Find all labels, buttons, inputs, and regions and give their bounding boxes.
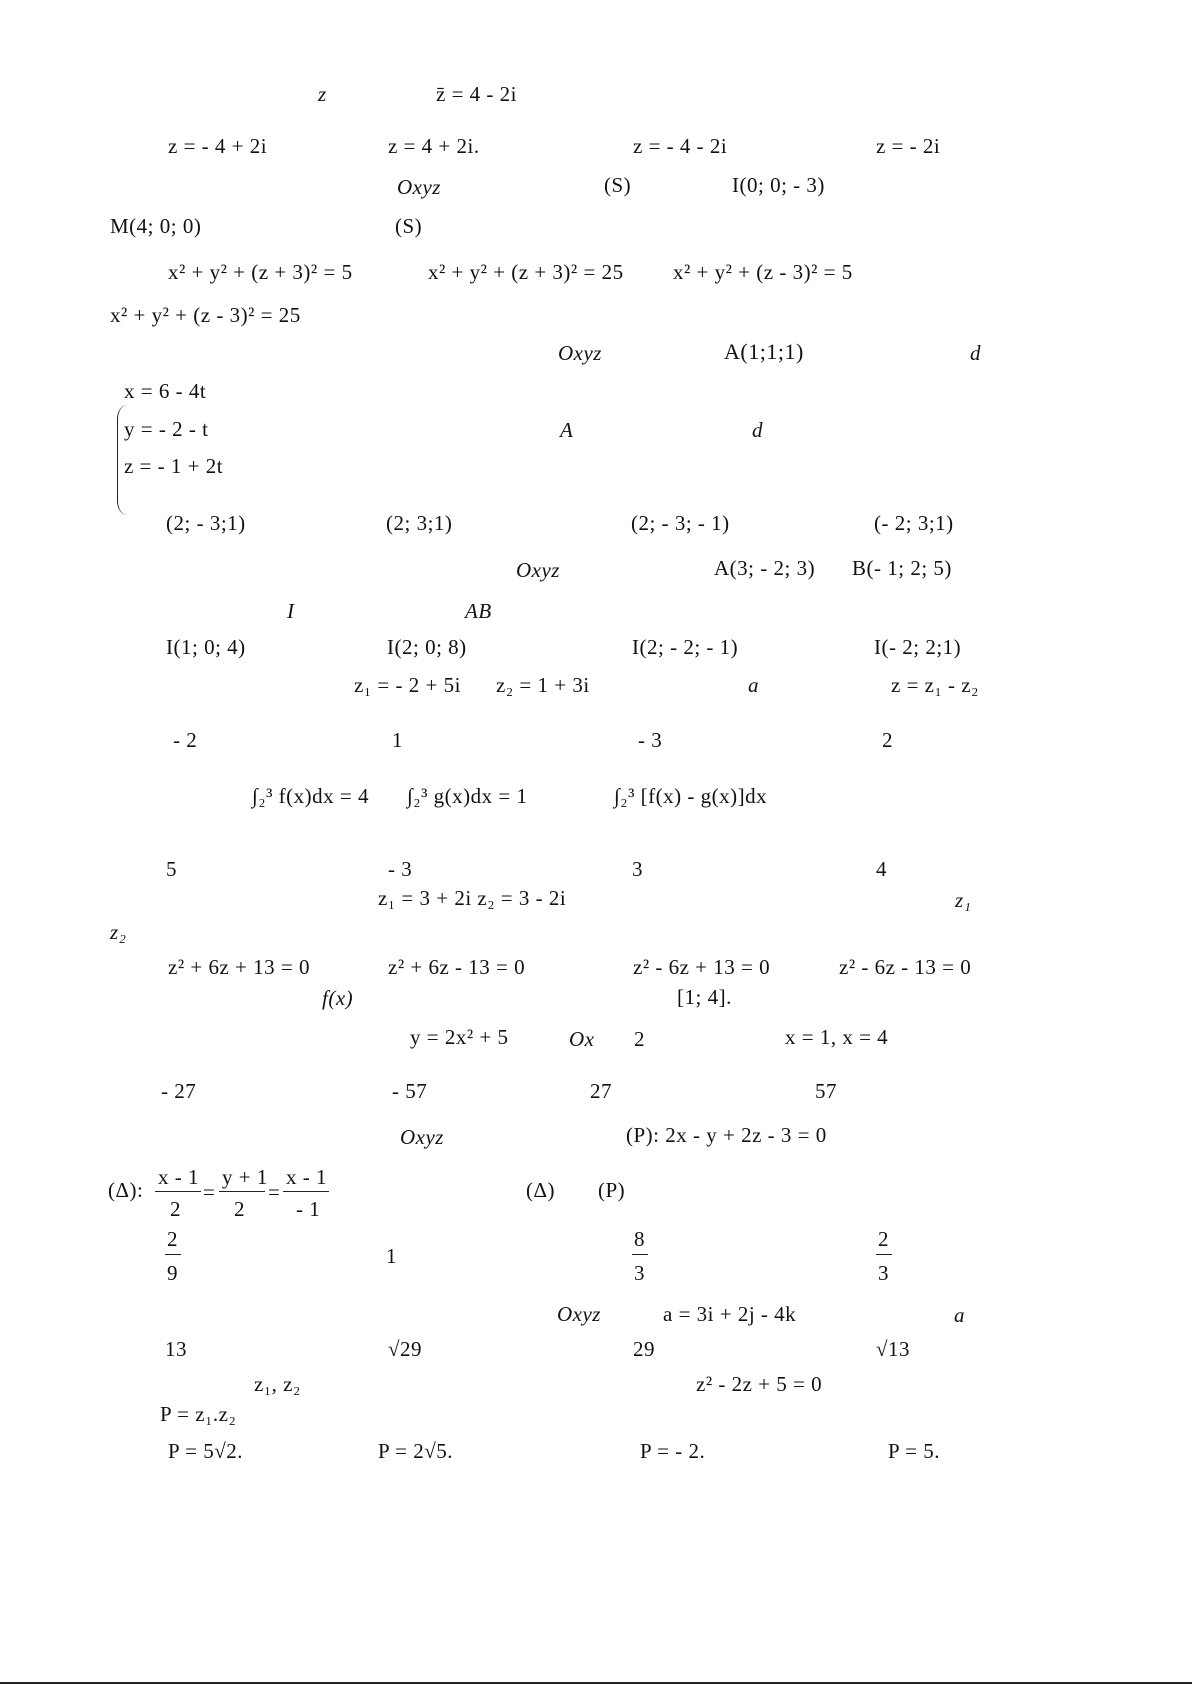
q4-option-d: I(- 2; 2;1): [874, 635, 962, 659]
q8-option-c: 27: [590, 1079, 612, 1103]
q1-option-d: z = - 2i: [876, 134, 941, 158]
q4-option-b: I(2; 0; 8): [387, 635, 467, 659]
q5-z1: z₁ = - 2 + 5i: [354, 673, 461, 697]
q3-option-a: (2; - 3;1): [166, 511, 246, 535]
q9-line-label: (Δ):: [108, 1178, 144, 1202]
q3-point: A(1;1;1): [724, 339, 804, 364]
page-bottom-rule: [0, 1682, 1192, 1684]
q5-option-d: 2: [882, 728, 893, 752]
q9-option-d-den: 3: [878, 1261, 889, 1285]
q4-option-c: I(2; - 2; - 1): [632, 635, 739, 659]
q9-line-den-3: - 1: [296, 1197, 321, 1221]
q6-option-c: 3: [632, 857, 643, 881]
q2-option-a: x² + y² + (z + 3)² = 5: [168, 260, 353, 284]
q3-option-c: (2; - 3; - 1): [631, 511, 730, 535]
q7-roots: z₁ = 3 + 2i z₂ = 3 - 2i: [378, 886, 567, 910]
q3-system-z: z = - 1 + 2t: [124, 454, 224, 478]
q9-fraction-bar-3: [283, 1191, 329, 1192]
q11-option-b: P = 2√5.: [378, 1439, 454, 1463]
q4-point-b: B(- 1; 2; 5): [852, 556, 952, 580]
q6-integral-diff: ∫₂³ [f(x) - g(x)]dx: [614, 784, 768, 808]
q8-interval: [1; 4].: [677, 985, 732, 1009]
q7-z1: z₁: [955, 888, 972, 912]
q10-option-c: 29: [633, 1337, 655, 1361]
q2-option-c: x² + y² + (z - 3)² = 5: [673, 260, 853, 284]
q8-lines: x = 1, x = 4: [785, 1025, 889, 1049]
q1-variable: z: [318, 82, 327, 106]
q8-option-a: - 27: [161, 1079, 197, 1103]
q1-given: z̄ = 4 - 2i: [436, 82, 517, 106]
q5-option-c: - 3: [638, 728, 663, 752]
q6-option-d: 4: [876, 857, 887, 881]
q6-option-b: - 3: [388, 857, 413, 881]
q7-option-d: z² - 6z - 13 = 0: [839, 955, 972, 979]
q1-option-c: z = - 4 - 2i: [633, 134, 728, 158]
q9-option-a-num: 2: [167, 1227, 178, 1251]
q4-option-a: I(1; 0; 4): [166, 635, 246, 659]
q4-segment: AB: [465, 599, 492, 623]
q9-p: (P): [598, 1178, 626, 1202]
q11-option-d: P = 5.: [888, 1439, 940, 1463]
q9-plane: (P): 2x - y + 2z - 3 = 0: [626, 1123, 827, 1147]
q9-option-c-den: 3: [634, 1261, 645, 1285]
q3-option-b: (2; 3;1): [386, 511, 453, 535]
q9-option-c-num: 8: [634, 1227, 645, 1251]
q9-line-den-1: 2: [170, 1197, 181, 1221]
q8-function: f(x): [322, 986, 354, 1010]
q6-integral-f: ∫₂³ f(x)dx = 4: [252, 784, 369, 808]
q11-option-c: P = - 2.: [640, 1439, 706, 1463]
q9-eq-1: =: [203, 1180, 216, 1204]
q9-line-num-1: x - 1: [158, 1165, 199, 1189]
q5-option-a: - 2: [173, 728, 198, 752]
q7-option-a: z² + 6z + 13 = 0: [168, 955, 310, 979]
q11-equation: z² - 2z + 5 = 0: [696, 1372, 823, 1396]
q3-option-d: (- 2; 3;1): [874, 511, 954, 535]
q9-option-d-num: 2: [878, 1227, 889, 1251]
q9-option-a-bar: [165, 1254, 181, 1255]
q9-option-b: 1: [386, 1244, 397, 1268]
q8-two: 2: [634, 1027, 645, 1051]
q3-line-name-2: d: [752, 418, 763, 442]
q10-option-b: √29: [388, 1337, 423, 1361]
q5-z2: z₂ = 1 + 3i: [496, 673, 590, 697]
q6-option-a: 5: [166, 857, 177, 881]
q9-delta: (Δ): [526, 1178, 555, 1202]
q2-point: M(4; 0; 0): [110, 214, 202, 238]
q11-product: P = z₁.z₂: [160, 1402, 237, 1426]
q2-center: I(0; 0; - 3): [732, 173, 825, 197]
q9-line-num-3: x - 1: [286, 1165, 327, 1189]
q5-a: a: [748, 673, 759, 697]
q5-option-b: 1: [392, 728, 403, 752]
q3-coord-system: Oxyz: [558, 341, 602, 365]
q10-vector: a = 3i + 2j - 4k: [663, 1302, 797, 1326]
q3-system-x: x = 6 - 4t: [124, 379, 207, 403]
q3-point-a: A: [560, 418, 574, 442]
q9-line-den-2: 2: [234, 1197, 245, 1221]
q2-sphere-label: (S): [604, 173, 632, 197]
q10-a: a: [954, 1303, 965, 1327]
q7-z2: z₂: [110, 920, 127, 944]
q9-fraction-bar-1: [155, 1191, 201, 1192]
q9-option-a-den: 9: [167, 1261, 178, 1285]
q11-option-a: P = 5√2.: [168, 1439, 244, 1463]
q3-system-y: y = - 2 - t: [124, 417, 209, 441]
q8-curve: y = 2x² + 5: [410, 1025, 509, 1049]
q2-option-b: x² + y² + (z + 3)² = 25: [428, 260, 624, 284]
q7-option-c: z² - 6z + 13 = 0: [633, 955, 771, 979]
q11-roots: z₁, z₂: [254, 1372, 301, 1396]
q2-coord-system: Oxyz: [397, 175, 441, 199]
q8-option-b: - 57: [392, 1079, 428, 1103]
q8-option-d: 57: [815, 1079, 837, 1103]
q9-option-d-bar: [876, 1254, 892, 1255]
q4-midpoint: I: [287, 599, 295, 623]
q9-option-c-bar: [632, 1254, 648, 1255]
q6-integral-g: ∫₂³ g(x)dx = 1: [407, 784, 528, 808]
q9-eq-2: =: [268, 1180, 281, 1204]
q9-line-num-2: y + 1: [222, 1165, 268, 1189]
q2-option-d: x² + y² + (z - 3)² = 25: [110, 303, 301, 327]
q9-fraction-bar-2: [219, 1191, 265, 1192]
q2-sphere-label-2: (S): [395, 214, 423, 238]
q7-option-b: z² + 6z - 13 = 0: [388, 955, 526, 979]
q3-line-name: d: [970, 341, 981, 365]
q9-coord-system: Oxyz: [400, 1125, 444, 1149]
q4-point-a: A(3; - 2; 3): [714, 556, 816, 580]
q4-coord-system: Oxyz: [516, 558, 560, 582]
q10-coord-system: Oxyz: [557, 1302, 601, 1326]
q5-z: z = z₁ - z₂: [891, 673, 979, 697]
q1-option-b: z = 4 + 2i.: [388, 134, 480, 158]
q10-option-a: 13: [165, 1337, 187, 1361]
q1-option-a: z = - 4 + 2i: [168, 134, 268, 158]
q8-axis: Ox: [569, 1027, 595, 1051]
q10-option-d: √13: [876, 1337, 911, 1361]
